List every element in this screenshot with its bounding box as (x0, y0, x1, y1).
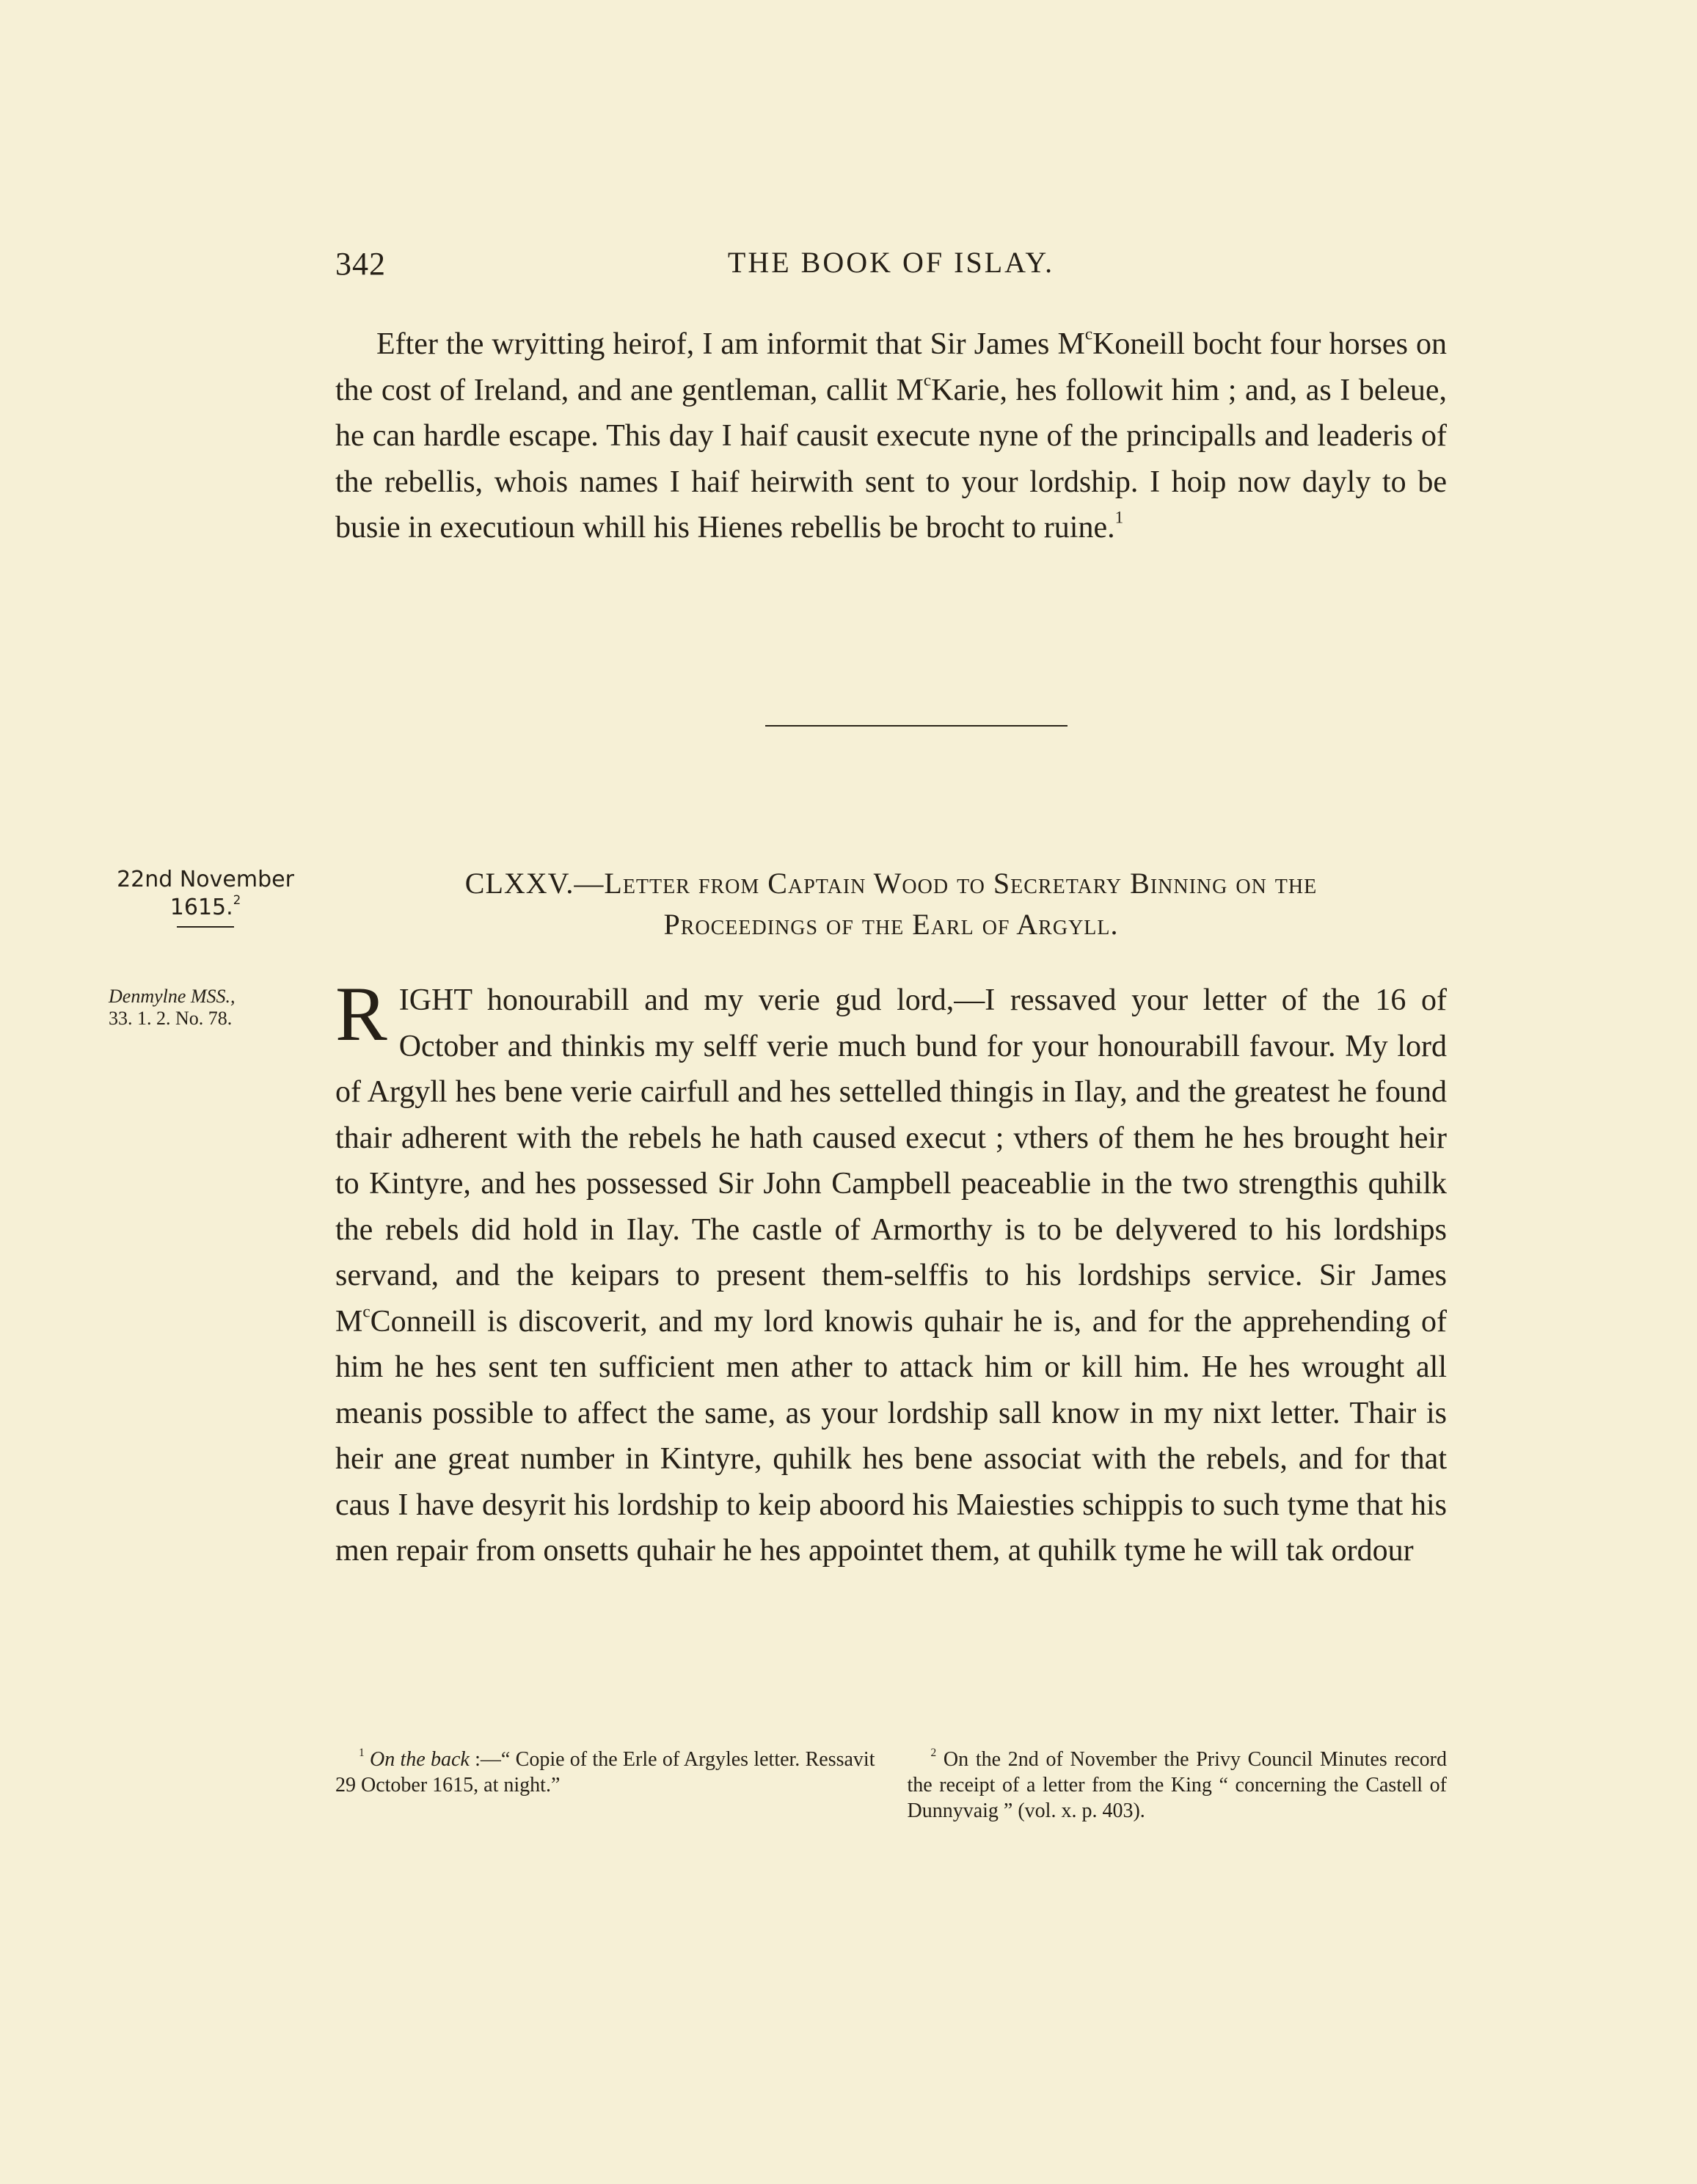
letter-text-part: IGHT honourabill and my verie gud lord,—I ressaved your letter of the 16 of October and thinkis my selff verie much bund for your honourabill favour. My lord of Argyll hes bene verie cairfull and hes settelled thingis in Ilay, and the greatest he found thair adherent with the rebels he hath caused execut ; vthers of them he hes brought heir to Kintyre, and hes possessed Sir John Campbell peaceablie in the two strengthis quhilk the rebels did hold in Ilay. The castle of Armorthy is to be delyvered to his lordships servand, and the keipars to present them-selffis to his lordships service. Sir James M (335, 983, 1447, 1339)
footnote-number: 2 (930, 1746, 937, 1759)
margin-date-line1: 22nd November (117, 867, 294, 892)
margin-source-title-text: Denmylne MSS., (109, 986, 236, 1007)
paragraph-text (335, 321, 1447, 551)
paragraph-text-part: Karie, hes followit him ; and, as I beleue, he can hardle escape. This day I haif causit execute nyne of the principalls and leaderis of the rebellis, whois names I haif heirwith sent to your lordship. I hoip now dayly to be busie in executioun whill his Hienes rebellis be brocht to ruine. (335, 373, 1447, 545)
page-header (335, 245, 1447, 289)
footnote-number: 1 (359, 1746, 365, 1759)
letter-text (335, 971, 1447, 1574)
document-heading-line2: Proceedings of the Earl of Argyll. (663, 908, 1119, 941)
footnote-ref-2: 2 (233, 892, 241, 907)
footnotes (335, 1747, 1447, 1824)
letter-body (335, 971, 1447, 1574)
running-title: THE BOOK OF ISLAY. (727, 246, 1055, 279)
superscript-c: c (923, 369, 932, 389)
margin-date-line2 (103, 894, 308, 922)
document-heading (335, 863, 1447, 945)
margin-date (103, 866, 308, 928)
paragraph-text-part: Efter the wryitting heirof, I am informit that Sir James M (376, 327, 1085, 361)
margin-source-ref: 33. 1. 2. No. 78. (109, 1008, 233, 1029)
footnote-ref-1: 1 (1114, 507, 1124, 527)
paragraph-continuation (335, 321, 1447, 551)
footnote-2 (908, 1747, 1448, 1824)
paragraph-text-part: Koneill bocht four horses on the cost of Ireland, and ane gentleman, callit M (335, 327, 1447, 407)
section-divider (765, 725, 1068, 727)
margin-date-year: 1615. (169, 895, 233, 920)
document-heading-line1: CLXXV.—Letter from Captain Wood to Secretary Binning on the (464, 867, 1318, 900)
letter-text-part: Conneill is discoverit, and my lord knowis quhair he is, and for the apprehending of him he hes sent ten sufficient men ather to attack him or kill him. He hes wrought all meanis possible to affect the same, as your lordship sall know in my nixt letter. Thair is heir ane great number in Kintyre, quhilk hes bene associat with the rebels, and for that caus I have desyrit his lordship to keip aboord his Maiesties schippis to such tyme that his men repair from onsetts quhair he hes appointet them, at quhilk tyme he will tak ordour (335, 1304, 1447, 1568)
page-number: 342 (335, 246, 386, 282)
footnote-text: :—“ Copie of the Erle of Argyles letter. Ressavit 29 October 1615, at night.” (335, 1748, 875, 1797)
footnote-label: On the back (370, 1748, 470, 1771)
margin-source-title (109, 986, 314, 1008)
margin-source (109, 986, 314, 1030)
footnote-text: On the 2nd of November the Privy Council Minutes record the receipt of a letter from the King “ concerning the Castell of Dunnyvaig ” (vol. x. p. 403). (907, 1748, 1447, 1822)
superscript-c: c (1084, 324, 1093, 343)
drop-cap: R (335, 971, 387, 1057)
margin-date-rule (177, 926, 234, 928)
superscript-c: c (362, 1300, 371, 1320)
footnote-1 (335, 1747, 875, 1798)
